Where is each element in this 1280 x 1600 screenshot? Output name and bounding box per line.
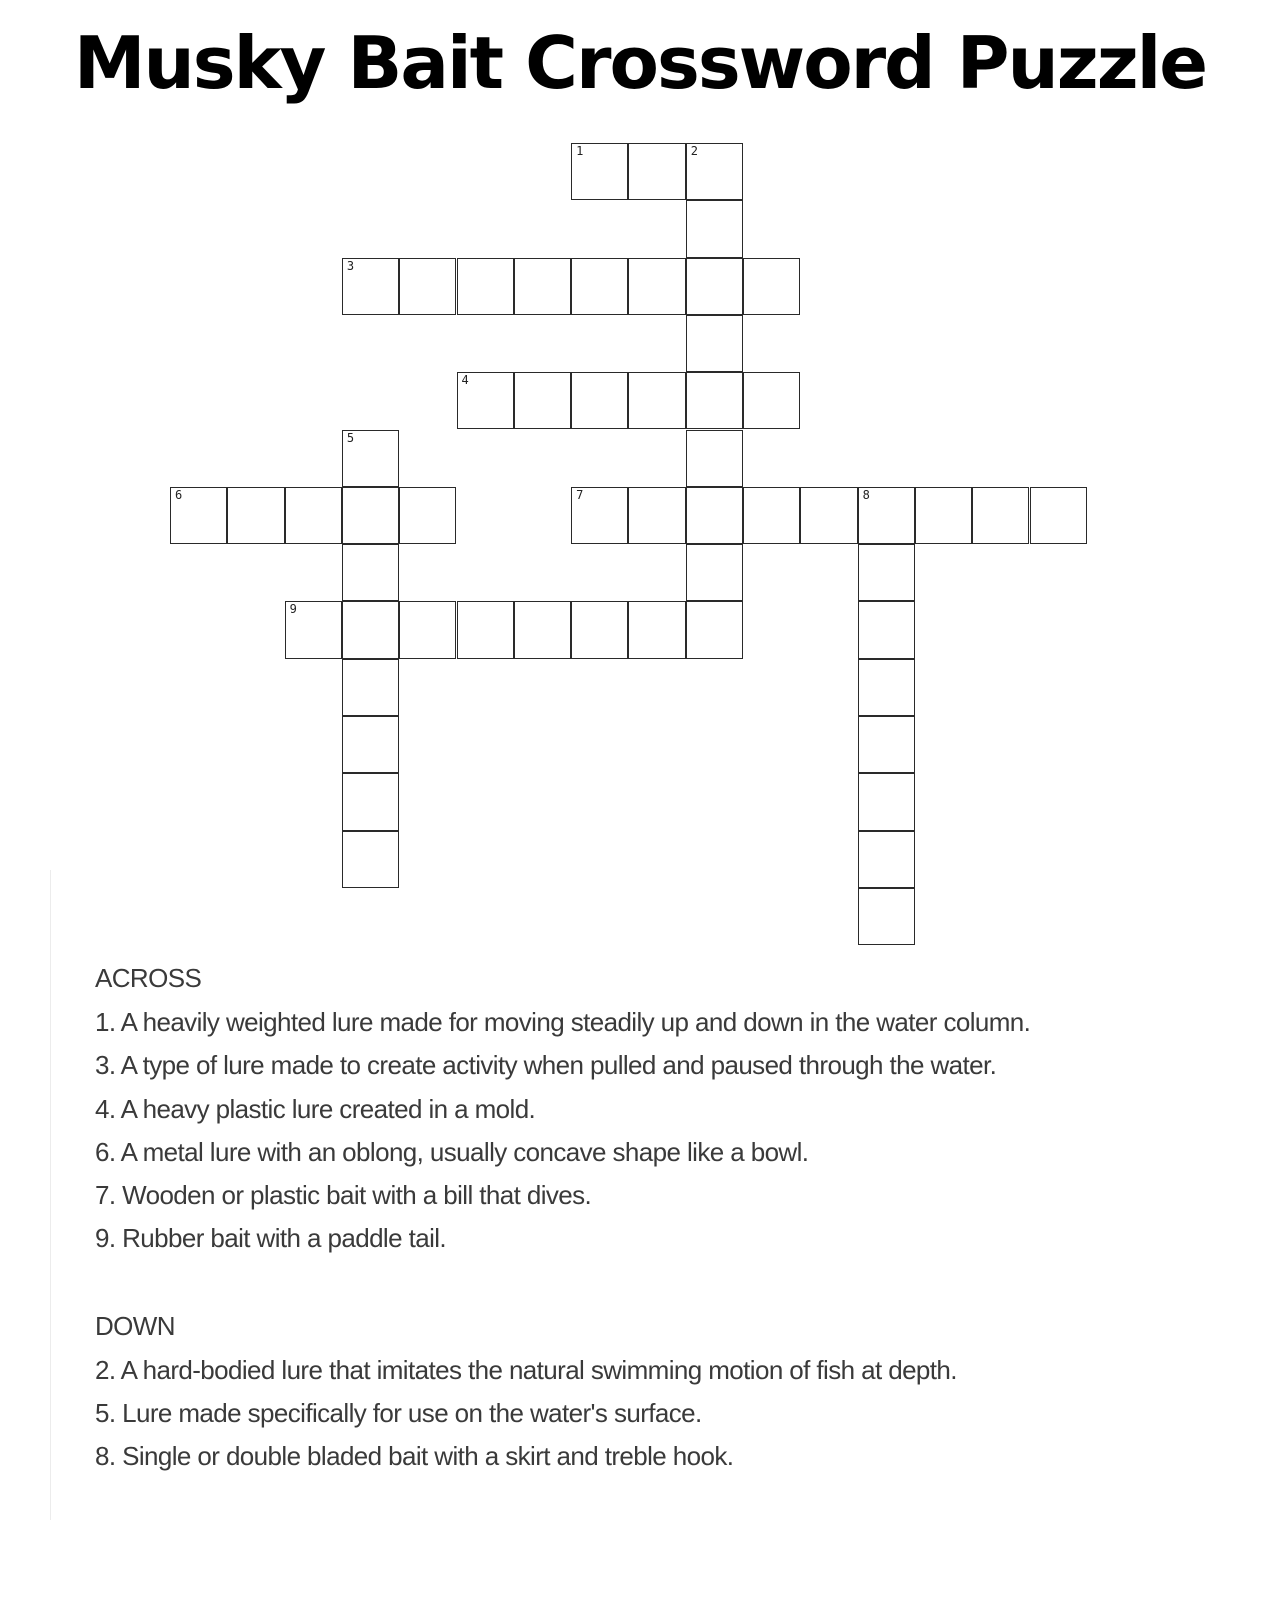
crossword-cell[interactable] [858, 716, 915, 773]
margin-divider [50, 870, 51, 1520]
crossword-cell[interactable] [514, 372, 571, 429]
across-clue: 1. A heavily weighted lure made for moving steadily up and down in the water column. [95, 1007, 1031, 1037]
crossword-cell[interactable] [743, 258, 800, 315]
crossword-cell[interactable] [571, 372, 628, 429]
crossword-cell[interactable] [342, 544, 399, 601]
page-title: Musky Bait Crossword Puzzle [73, 21, 1207, 105]
clue-number: 7 [576, 487, 584, 502]
crossword-cell[interactable] [743, 372, 800, 429]
crossword-cell[interactable] [571, 258, 628, 315]
crossword-cell[interactable] [285, 487, 342, 544]
crossword-cell[interactable] [686, 487, 743, 544]
crossword-cell[interactable] [686, 315, 743, 372]
crossword-cell[interactable] [686, 372, 743, 429]
crossword-cell[interactable] [342, 601, 399, 658]
clue-number: 4 [461, 373, 469, 388]
down-clue: 2. A hard-bodied lure that imitates the natural swimming motion of fish at depth. [95, 1354, 957, 1385]
crossword-cell[interactable] [342, 716, 399, 773]
clues-section [95, 958, 1275, 1479]
across-heading: ACROSS [95, 963, 202, 993]
crossword-cell[interactable] [686, 430, 743, 487]
section-gap [95, 1261, 1275, 1306]
crossword-cell[interactable] [342, 430, 399, 487]
crossword-cell[interactable] [628, 372, 685, 429]
crossword-cell[interactable] [399, 601, 456, 658]
crossword-cell[interactable] [457, 372, 514, 429]
across-clue: 7. Wooden or plastic bait with a bill that dives. [95, 1180, 592, 1211]
clue-number: 2 [690, 144, 698, 158]
crossword-cell[interactable] [342, 659, 399, 716]
crossword-cell[interactable] [399, 487, 456, 544]
across-clue: 4. A heavy plastic lure created in a mold. [95, 1093, 536, 1124]
across-clue: 9. Rubber bait with a paddle tail. [95, 1223, 447, 1254]
down-clue: 5. Lure made specifically for use on the water's surface. [95, 1398, 702, 1429]
crossword-cell[interactable] [628, 143, 685, 200]
crossword-cell[interactable] [915, 487, 972, 544]
crossword-cell[interactable] [858, 601, 915, 658]
crossword-cell[interactable] [686, 544, 743, 601]
crossword-cell[interactable] [342, 773, 399, 830]
crossword-cell[interactable] [800, 487, 857, 544]
clue-number: 1 [576, 144, 584, 158]
crossword-cell[interactable] [285, 601, 342, 658]
crossword-cell[interactable] [571, 601, 628, 658]
crossword-cell[interactable] [628, 487, 685, 544]
crossword-cell[interactable] [1030, 487, 1087, 544]
crossword-cell[interactable] [743, 487, 800, 544]
crossword-cell[interactable] [858, 773, 915, 830]
clue-number: 9 [289, 602, 297, 617]
crossword-cell[interactable] [571, 143, 628, 200]
crossword-cell[interactable] [858, 487, 915, 544]
clue-number: 8 [862, 487, 870, 502]
crossword-cell[interactable] [571, 487, 628, 544]
crossword-cell[interactable] [972, 487, 1029, 544]
down-clue: 8. Single or double bladed bait with a skirt and treble hook. [95, 1441, 734, 1472]
crossword-cell[interactable] [227, 487, 284, 544]
crossword-grid [170, 143, 1090, 953]
crossword-cell[interactable] [686, 143, 743, 200]
crossword-cell[interactable] [686, 200, 743, 257]
across-clue: 6. A metal lure with an oblong, usually concave shape like a bowl. [95, 1136, 809, 1167]
crossword-cell[interactable] [457, 601, 514, 658]
across-clues [95, 958, 1275, 1261]
down-clues [95, 1306, 1275, 1479]
crossword-cell[interactable] [342, 258, 399, 315]
crossword-cell[interactable] [342, 831, 399, 888]
clue-number: 6 [175, 487, 183, 502]
clue-number: 5 [346, 430, 355, 445]
crossword-cell[interactable] [686, 258, 743, 315]
crossword-cell[interactable] [858, 831, 915, 888]
crossword-cell[interactable] [628, 258, 685, 315]
crossword-cell[interactable] [858, 659, 915, 716]
crossword-cell[interactable] [399, 258, 456, 315]
crossword-cell[interactable] [686, 601, 743, 658]
crossword-cell[interactable] [514, 601, 571, 658]
crossword-cell[interactable] [858, 544, 915, 601]
crossword-cell[interactable] [514, 258, 571, 315]
crossword-cell[interactable] [628, 601, 685, 658]
crossword-cell[interactable] [342, 487, 399, 544]
crossword-cell[interactable] [457, 258, 514, 315]
down-heading: DOWN [95, 1310, 175, 1341]
across-clue: 3. A type of lure made to create activity when pulled and paused through the water. [95, 1050, 997, 1081]
crossword-cell[interactable] [170, 487, 227, 544]
crossword-cell[interactable] [858, 888, 915, 945]
clue-number: 3 [346, 258, 355, 273]
